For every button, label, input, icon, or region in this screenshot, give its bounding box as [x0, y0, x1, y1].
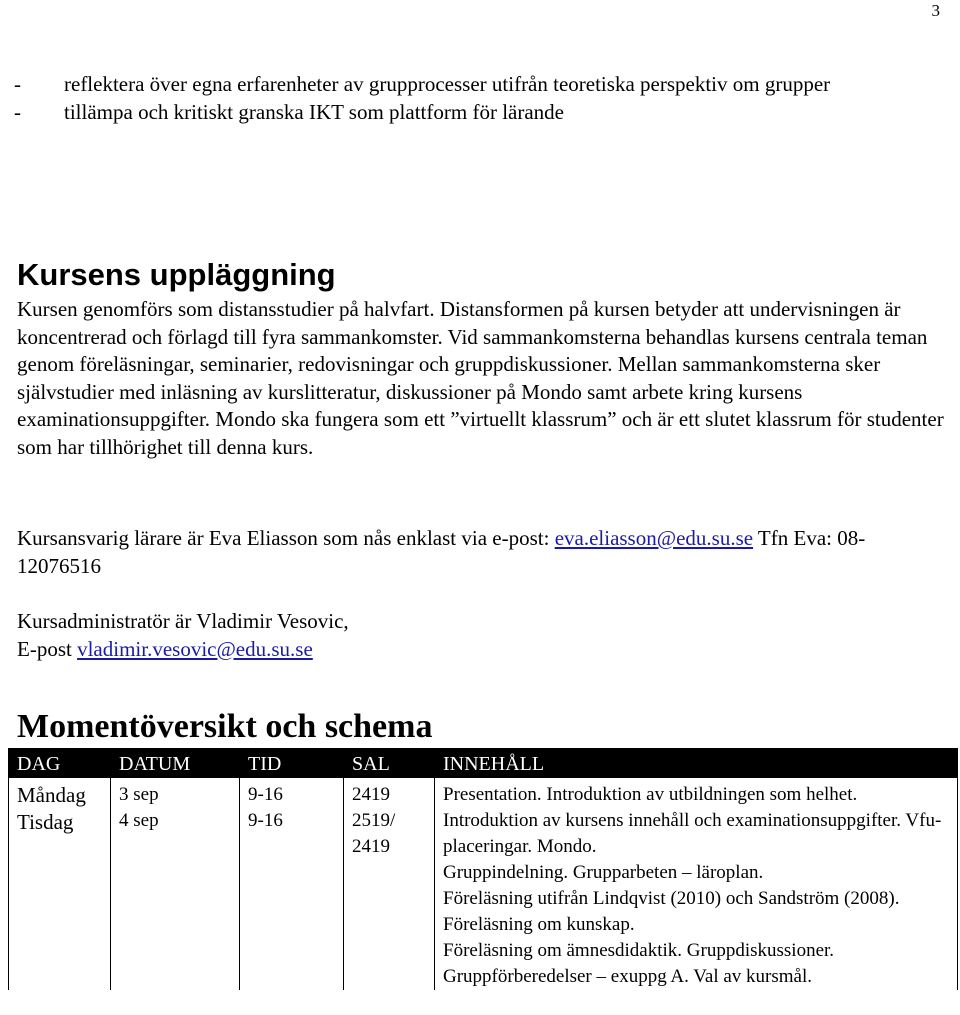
sal-value: 2519/	[352, 810, 396, 831]
list-item	[14, 99, 914, 127]
bullet-dash: -	[14, 72, 21, 96]
innehall-line: Introduktion av kursens innehåll och examinationsuppgifter. Vfu-placeringar. Mondo.	[443, 810, 942, 857]
section-heading-schema: Momentöversikt och schema	[17, 708, 433, 745]
admin-email-link[interactable]: vladimir.vesovic@edu.su.se	[77, 636, 313, 661]
dag-value: Måndag	[17, 783, 86, 807]
teacher-contact-suffix: Tfn Eva: 08-12076516	[17, 526, 866, 578]
tid-value: 9-16	[248, 810, 283, 831]
tid-value: 9-16	[248, 784, 283, 805]
page-number: 3	[931, 1, 940, 20]
admin-email-prefix: E-post	[17, 636, 78, 661]
column-header-sal: SAL	[344, 749, 435, 778]
dag-value: Tisdag	[17, 810, 74, 834]
schedule-table	[8, 748, 958, 990]
bullet-dash: -	[14, 99, 21, 124]
cell-dag	[9, 778, 111, 991]
upplaggning-paragraph: Kursen genomförs som distansstudier på halvfart. Distansformen på kursen betyder att undervisningen är koncentrerad och förlagd till fyra sammankomster. Vid sammankomsterna behandlas kursens centrala teman genom föreläsningar, seminarier, redovisningar och gruppdiskussioner. Mellan sammankomsterna sker självstudier med inläsning av kurslitteratur, diskussioner på Mondo samt arbete kring kursens examinationsuppgifter. Mondo ska fungera som ett ”virtuellt klassrum” och är ett slutet klassrum för studenter som har tillhörighet till denna kurs.	[17, 297, 944, 459]
innehall-line: Föreläsning om ämnesdidaktik. Gruppdiskussioner.	[443, 940, 835, 961]
innehall-line: Föreläsning om kunskap.	[443, 914, 635, 935]
column-header-innehall: INNEHÅLL	[435, 749, 958, 778]
column-header-tid: TID	[240, 749, 344, 778]
table-header-row	[9, 749, 958, 778]
innehall-line: Gruppförberedelser – exuppg A. Val av kursmål.	[443, 966, 812, 987]
list-item	[14, 71, 914, 99]
cell-innehall	[435, 778, 958, 991]
datum-value: 3 sep	[119, 784, 159, 805]
cell-datum	[111, 778, 240, 991]
admin-contact-line: Kursadministratör är Vladimir Vesovic,	[17, 609, 349, 633]
sal-value: 2419	[352, 836, 390, 857]
objectives-list	[14, 71, 914, 126]
innehall-line: Gruppindelning. Grupparbeten – läroplan.	[443, 862, 764, 883]
datum-value: 4 sep	[119, 810, 159, 831]
cell-tid	[240, 778, 344, 991]
column-header-datum: DATUM	[111, 749, 240, 778]
teacher-contact-prefix: Kursansvarig lärare är Eva Eliasson som nås enklast via e-post:	[17, 526, 555, 550]
column-header-dag: DAG	[9, 749, 111, 778]
cell-sal	[344, 778, 435, 991]
list-item-text: reflektera över egna erfarenheter av grupprocesser utifrån teoretiska perspektiv om grupper	[64, 72, 831, 96]
innehall-line: Presentation. Introduktion av utbildningen som helhet.	[443, 784, 858, 805]
teacher-contact	[17, 525, 947, 580]
table-row	[9, 778, 958, 991]
admin-contact	[17, 608, 947, 663]
list-item-text: tillämpa och kritiskt granska IKT som plattform för lärande	[64, 99, 564, 124]
section-heading-upplaggning: Kursens uppläggning	[17, 257, 336, 292]
teacher-email-link[interactable]: eva.eliasson@edu.su.se	[554, 526, 754, 550]
sal-value: 2419	[352, 784, 390, 805]
innehall-line: Föreläsning utifrån Lindqvist (2010) och Sandström (2008).	[443, 888, 900, 909]
